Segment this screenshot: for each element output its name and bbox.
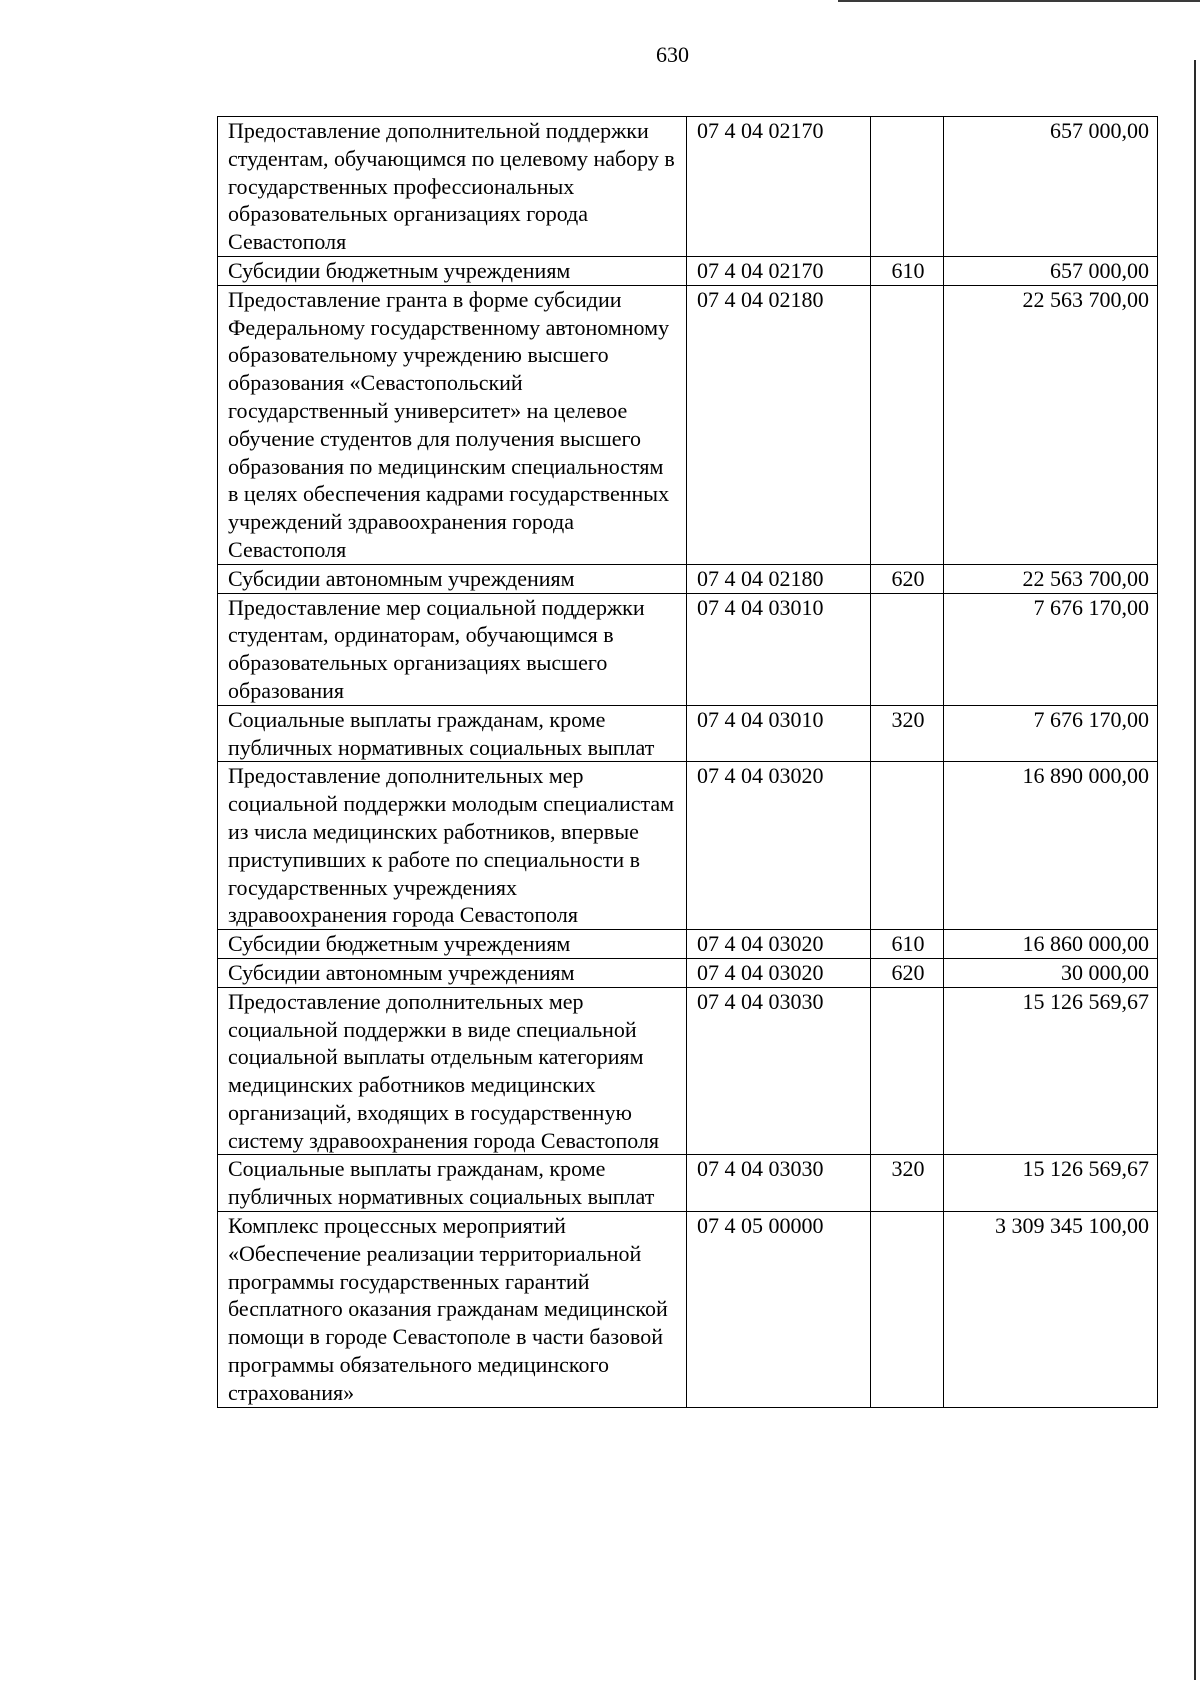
row-expense-type bbox=[871, 117, 944, 257]
row-sum: 15 126 569,67 bbox=[944, 987, 1158, 1155]
row-expense-type bbox=[871, 762, 944, 930]
row-name: Субсидии автономным учреждениям bbox=[218, 958, 687, 987]
row-name: Субсидии бюджетным учреждениям bbox=[218, 930, 687, 959]
row-code: 07 4 04 02180 bbox=[687, 285, 871, 564]
row-sum: 16 860 000,00 bbox=[944, 930, 1158, 959]
table-row bbox=[218, 564, 1158, 593]
row-name: Субсидии автономным учреждениям bbox=[218, 564, 687, 593]
row-name: Социальные выплаты гражданам, кроме публичных нормативных социальных выплат bbox=[218, 705, 687, 762]
row-code: 07 4 04 03010 bbox=[687, 705, 871, 762]
table-row bbox=[218, 987, 1158, 1155]
row-sum: 30 000,00 bbox=[944, 958, 1158, 987]
row-code: 07 4 05 00000 bbox=[687, 1212, 871, 1408]
row-name: Предоставление мер социальной поддержки студентам, ординаторам, обучающимся в образовательных организациях высшего образования bbox=[218, 593, 687, 705]
table-row bbox=[218, 593, 1158, 705]
row-sum: 657 000,00 bbox=[944, 117, 1158, 257]
row-sum: 15 126 569,67 bbox=[944, 1155, 1158, 1212]
row-name: Социальные выплаты гражданам, кроме публичных нормативных социальных выплат bbox=[218, 1155, 687, 1212]
row-sum: 3 309 345 100,00 bbox=[944, 1212, 1158, 1408]
row-sum: 7 676 170,00 bbox=[944, 705, 1158, 762]
row-name: Комплекс процессных мероприятий «Обеспечение реализации территориальной программы государственных гарантий бесплатного оказания гражданам медицинской помощи в городе Севастополе в части базовой программы обязательного медицинского страхования» bbox=[218, 1212, 687, 1408]
row-code: 07 4 04 02170 bbox=[687, 117, 871, 257]
row-name: Предоставление дополнительных мер социальной поддержки молодым специалистам из числа медицинских работников, впервые приступивших к работе по специальности в государственных учреждениях здравоохранения города Севастополя bbox=[218, 762, 687, 930]
row-sum: 16 890 000,00 bbox=[944, 762, 1158, 930]
row-code: 07 4 04 03010 bbox=[687, 593, 871, 705]
row-code: 07 4 04 03020 bbox=[687, 930, 871, 959]
row-sum: 22 563 700,00 bbox=[944, 564, 1158, 593]
row-expense-type: 320 bbox=[871, 705, 944, 762]
row-code: 07 4 04 02170 bbox=[687, 256, 871, 285]
row-sum: 657 000,00 bbox=[944, 256, 1158, 285]
table-row bbox=[218, 285, 1158, 564]
table-row bbox=[218, 117, 1158, 257]
row-name: Предоставление гранта в форме субсидии Федеральному государственному автономному образовательному учреждению высшего образования «Севастопольский государственный университет» на целевое обучение студентов для получения высшего образования по медицинским специальностям в целях обеспечения кадрами государственных учреждений здравоохранения города Севастополя bbox=[218, 285, 687, 564]
table-row bbox=[218, 762, 1158, 930]
row-expense-type: 620 bbox=[871, 564, 944, 593]
row-expense-type: 620 bbox=[871, 958, 944, 987]
table-row bbox=[218, 1212, 1158, 1408]
row-code: 07 4 04 02180 bbox=[687, 564, 871, 593]
row-code: 07 4 04 03030 bbox=[687, 1155, 871, 1212]
row-expense-type bbox=[871, 285, 944, 564]
row-expense-type bbox=[871, 593, 944, 705]
row-name: Предоставление дополнительных мер социальной поддержки в виде специальной социальной выплаты отдельным категориям медицинских работников медицинских организаций, входящих в государственную систему здравоохранения города Севастополя bbox=[218, 987, 687, 1155]
row-expense-type bbox=[871, 987, 944, 1155]
page-number: 630 bbox=[656, 42, 689, 67]
table-row bbox=[218, 256, 1158, 285]
scan-edge-right bbox=[1194, 60, 1196, 1680]
row-expense-type bbox=[871, 1212, 944, 1408]
budget-table bbox=[217, 116, 1158, 1408]
row-name: Предоставление дополнительной поддержки студентам, обучающимся по целевому набору в государственных профессиональных образовательных организациях города Севастополя bbox=[218, 117, 687, 257]
row-expense-type: 610 bbox=[871, 256, 944, 285]
row-code: 07 4 04 03020 bbox=[687, 762, 871, 930]
table-row bbox=[218, 930, 1158, 959]
row-code: 07 4 04 03020 bbox=[687, 958, 871, 987]
row-expense-type: 610 bbox=[871, 930, 944, 959]
table-row bbox=[218, 1155, 1158, 1212]
row-expense-type: 320 bbox=[871, 1155, 944, 1212]
scan-edge-top bbox=[838, 0, 1200, 2]
table-row bbox=[218, 958, 1158, 987]
row-sum: 7 676 170,00 bbox=[944, 593, 1158, 705]
table-row bbox=[218, 705, 1158, 762]
row-name: Субсидии бюджетным учреждениям bbox=[218, 256, 687, 285]
row-sum: 22 563 700,00 bbox=[944, 285, 1158, 564]
row-code: 07 4 04 03030 bbox=[687, 987, 871, 1155]
